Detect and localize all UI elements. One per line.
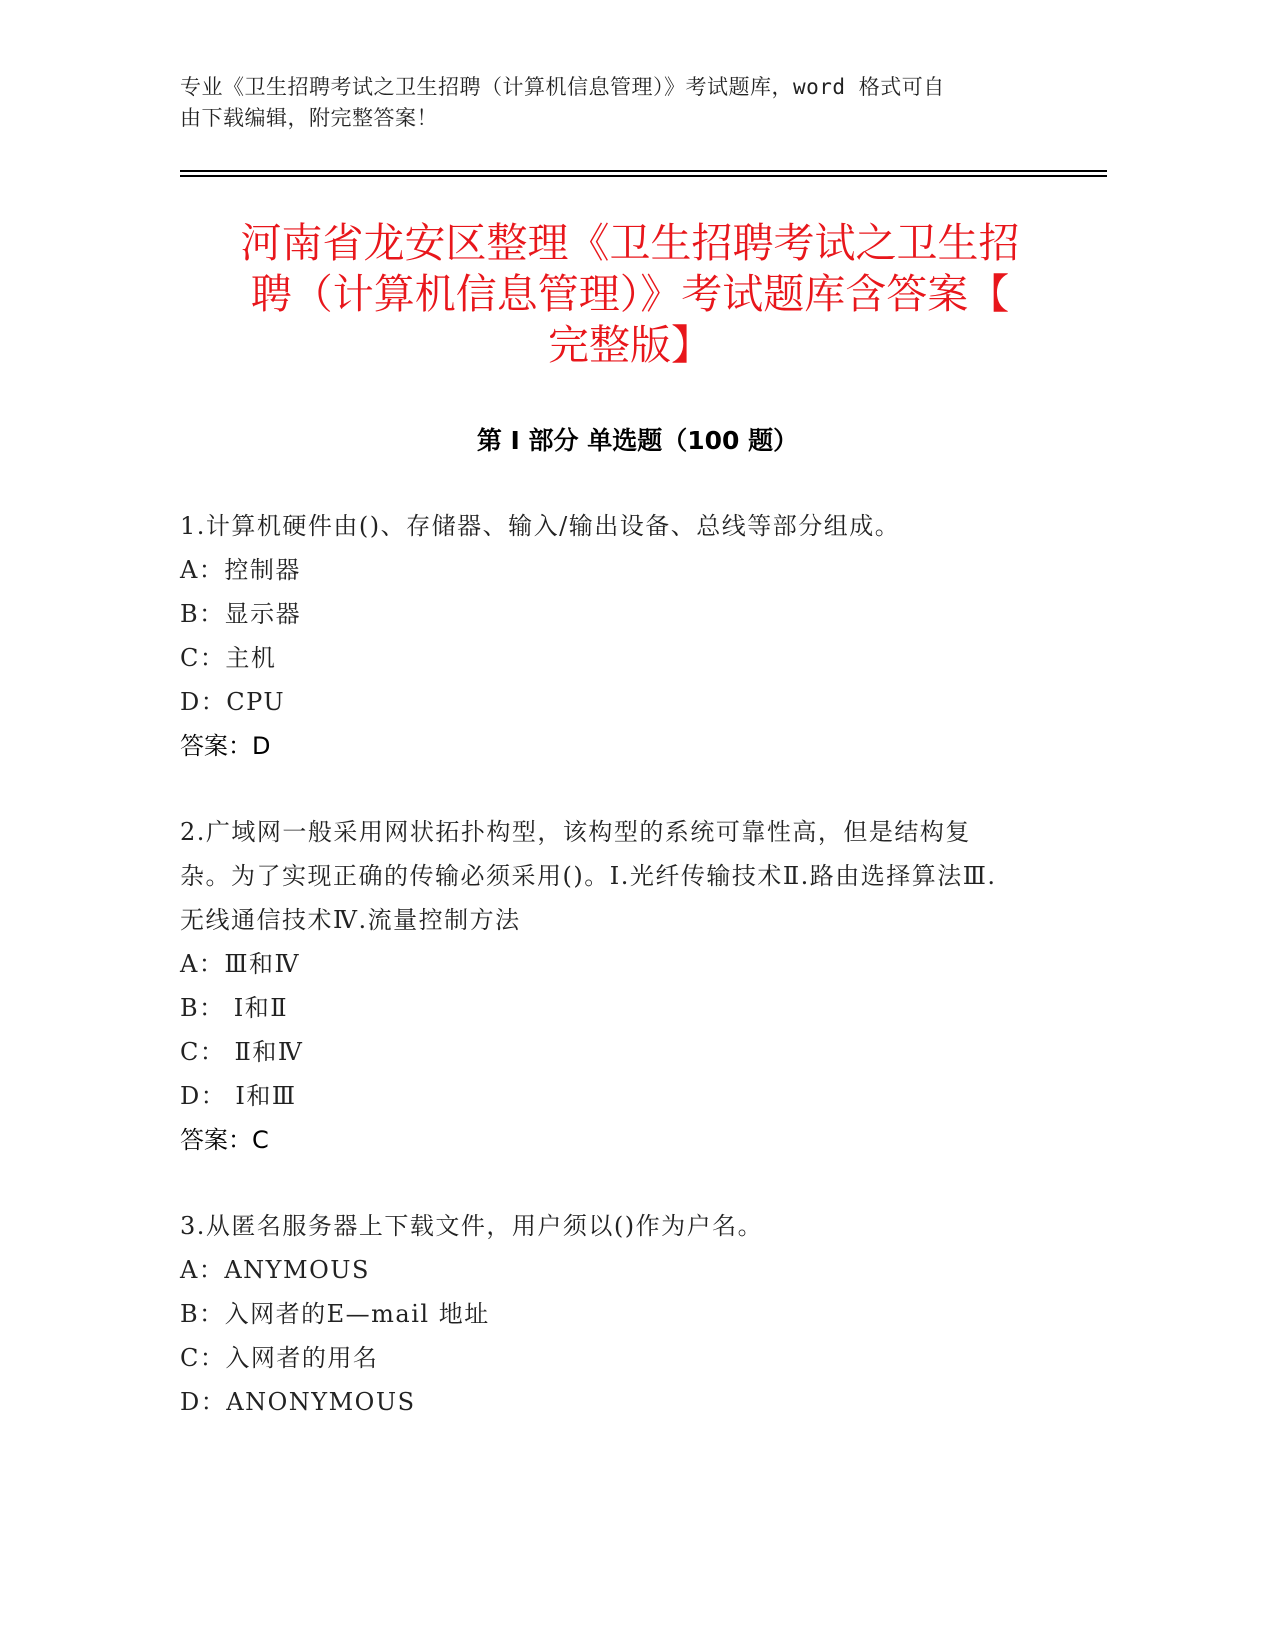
option-a [180,548,1060,592]
question-list [180,504,1060,1466]
question-2 [180,810,1060,1162]
option-text: Ⅲ和Ⅳ [224,950,300,978]
option-b [180,986,1060,1030]
header-note [180,72,1060,134]
option-a [180,1248,1060,1292]
option-key: A： [180,950,225,978]
option-c [180,1030,1060,1074]
option-key: A： [180,1256,225,1284]
answer-line: 答案：C [180,1126,269,1154]
header-note-line-1: 专业《卫生招聘考试之卫生招聘（计算机信息管理）》考试题库，word 格式可自 [180,75,945,99]
option-key: B： [180,600,225,628]
option-b [180,592,1060,636]
option-text: ANONYMOUS [226,1388,416,1416]
section-heading: 第 I 部分 单选题（100 题） [476,426,799,455]
option-c [180,636,1060,680]
option-key: C： [180,1344,226,1372]
option-key: A： [180,556,225,584]
question-stem: 3.从匿名服务器上下载文件，用户须以()作为户名。 [180,1212,764,1240]
header-divider-top [180,170,1107,172]
document-title [180,218,1080,371]
option-text: 显示器 [224,600,302,628]
answer-line: 答案：D [180,732,271,760]
option-d [180,1074,1060,1118]
option-b [180,1292,1060,1336]
option-d [180,680,1060,724]
header-divider-bottom [180,175,1107,177]
option-key: B： [180,994,225,1022]
option-text: 控制器 [224,556,301,584]
question-1 [180,504,1060,768]
option-c [180,1336,1060,1380]
option-key: C： [180,1038,226,1066]
question-stem: 1.计算机硬件由()、存储器、输入/输出设备、总线等部分组成。 [180,512,901,540]
option-key: D： [180,1082,227,1110]
option-key: D： [180,688,227,716]
option-text: 入网者的E—mail 地址 [224,1300,490,1328]
title-line-2: 聘（计算机信息管理）》考试题库含答案【 [250,270,1010,318]
option-text: 主机 [225,644,277,672]
header-note-line-2: 由下载编辑，附完整答案！ [180,106,438,130]
option-key: D： [180,1388,227,1416]
title-line-3: 完整版】 [548,321,712,369]
option-text: Ⅱ和Ⅳ [225,1038,304,1066]
option-text: CPU [226,688,286,716]
option-d [180,1380,1060,1424]
option-text: Ⅰ和Ⅱ [224,994,289,1022]
option-text: Ⅰ和Ⅲ [226,1082,297,1110]
option-text: 入网者的用名 [225,1344,379,1372]
option-a [180,942,1060,986]
option-text: ANYMOUS [224,1256,370,1284]
option-key: B： [180,1300,225,1328]
question-stem: 2.广域网一般采用网状拓扑构型，该构型的系统可靠性高，但是结构复杂。为了实现正确的传输必须采用()。Ⅰ.光纤传输技术Ⅱ.路由选择算法Ⅲ.无线通信技术Ⅳ.流量控制方法 [180,818,997,934]
title-line-1: 河南省龙安区整理《卫生招聘考试之卫生招 [240,219,1020,267]
option-key: C： [180,644,226,672]
question-3 [180,1204,1060,1424]
